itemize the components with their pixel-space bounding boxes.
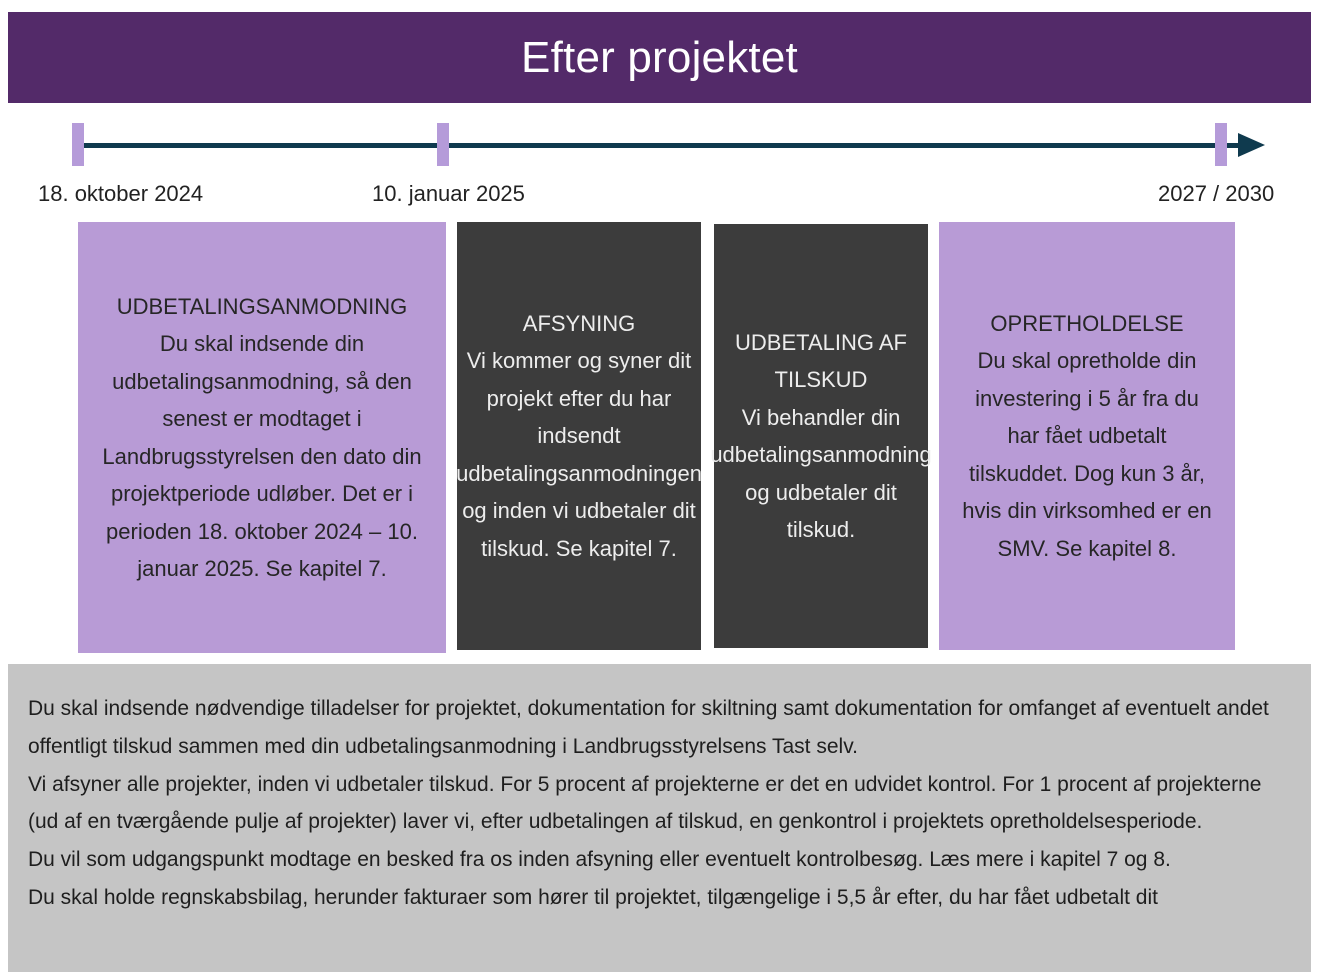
step-body: Vi behandler din udbetalingsanmodning og udbetaler dit tilskud. xyxy=(710,404,932,542)
timeline-line xyxy=(78,143,1242,148)
step-body: Vi kommer og syner dit projekt efter du har indsendt udbetalingsanmodningen og inden vi udbetaler dit tilskud. Se kapitel 7. xyxy=(456,348,702,561)
step-body: Du skal indsende din udbetalingsanmodning, så den senest er modtaget i Landbrugsstyrelsen den dato din projektperiode udløber. Det er i perioden 18. oktober 2024 – 10. januar 2025. Se kapitel 7. xyxy=(102,331,422,581)
step-box-udbetaling-af-tilskud xyxy=(710,224,932,648)
timeline-date-middle: 10. januar 2025 xyxy=(372,181,525,206)
step-title: UDBETALINGSANMODNING xyxy=(116,293,408,319)
page-title: Efter projektet xyxy=(521,32,798,82)
timeline-marker-start xyxy=(72,123,84,166)
step-box-udbetalingsanmodning xyxy=(78,222,446,653)
step-title: OPRETHOLDELSE xyxy=(990,310,1184,336)
step-title: UDBETALING AF TILSKUD xyxy=(735,329,907,392)
timeline-date-end: 2027 / 2030 xyxy=(1158,181,1275,206)
header-banner xyxy=(8,12,1311,103)
info-paragraph: Du skal holde regnskabsbilag, herunder fakturaer som hører til projektet, tilgængelige i 5,5 år efter, du har fået udbetalt dit xyxy=(28,885,1158,909)
timeline-marker-end xyxy=(1215,123,1227,166)
info-paragraph: Du skal indsende nødvendige tilladelser for projektet, dokumentation for skiltning samt dokumentation for omfanget af eventuelt andet offentligt tilskud sammen med din udbetalingsanmodning i Landbrugsstyrelsens Tast selv. xyxy=(28,697,1269,758)
info-panel xyxy=(8,664,1311,972)
step-box-opretholdelse xyxy=(939,222,1235,650)
info-paragraph: Du vil som udgangspunkt modtage en besked fra os inden afsyning eller eventuelt kontrolbesøg. Læs mere i kapitel 7 og 8. xyxy=(28,848,1171,872)
timeline-date-start: 18. oktober 2024 xyxy=(38,181,204,206)
step-box-afsyning xyxy=(457,222,701,650)
timeline-marker-middle xyxy=(437,123,449,166)
info-paragraph: Vi afsyner alle projekter, inden vi udbetaler tilskud. For 5 procent af projekterne er det en udvidet kontrol. For 1 procent af projekterne (ud af en tværgående pulje af projekter) laver vi, efter udbetalingen af tilskud, en genkontrol i projektets opretholdelsesperiode. xyxy=(28,772,1262,834)
step-title: AFSYNING xyxy=(522,310,636,336)
timeline-arrow-icon xyxy=(1238,133,1265,157)
step-body: Du skal opretholde din investering i 5 år fra du har fået udbetalt tilskuddet. Dog kun 3 år, hvis din virksomhed er en SMV. Se kapitel 8. xyxy=(962,348,1212,561)
